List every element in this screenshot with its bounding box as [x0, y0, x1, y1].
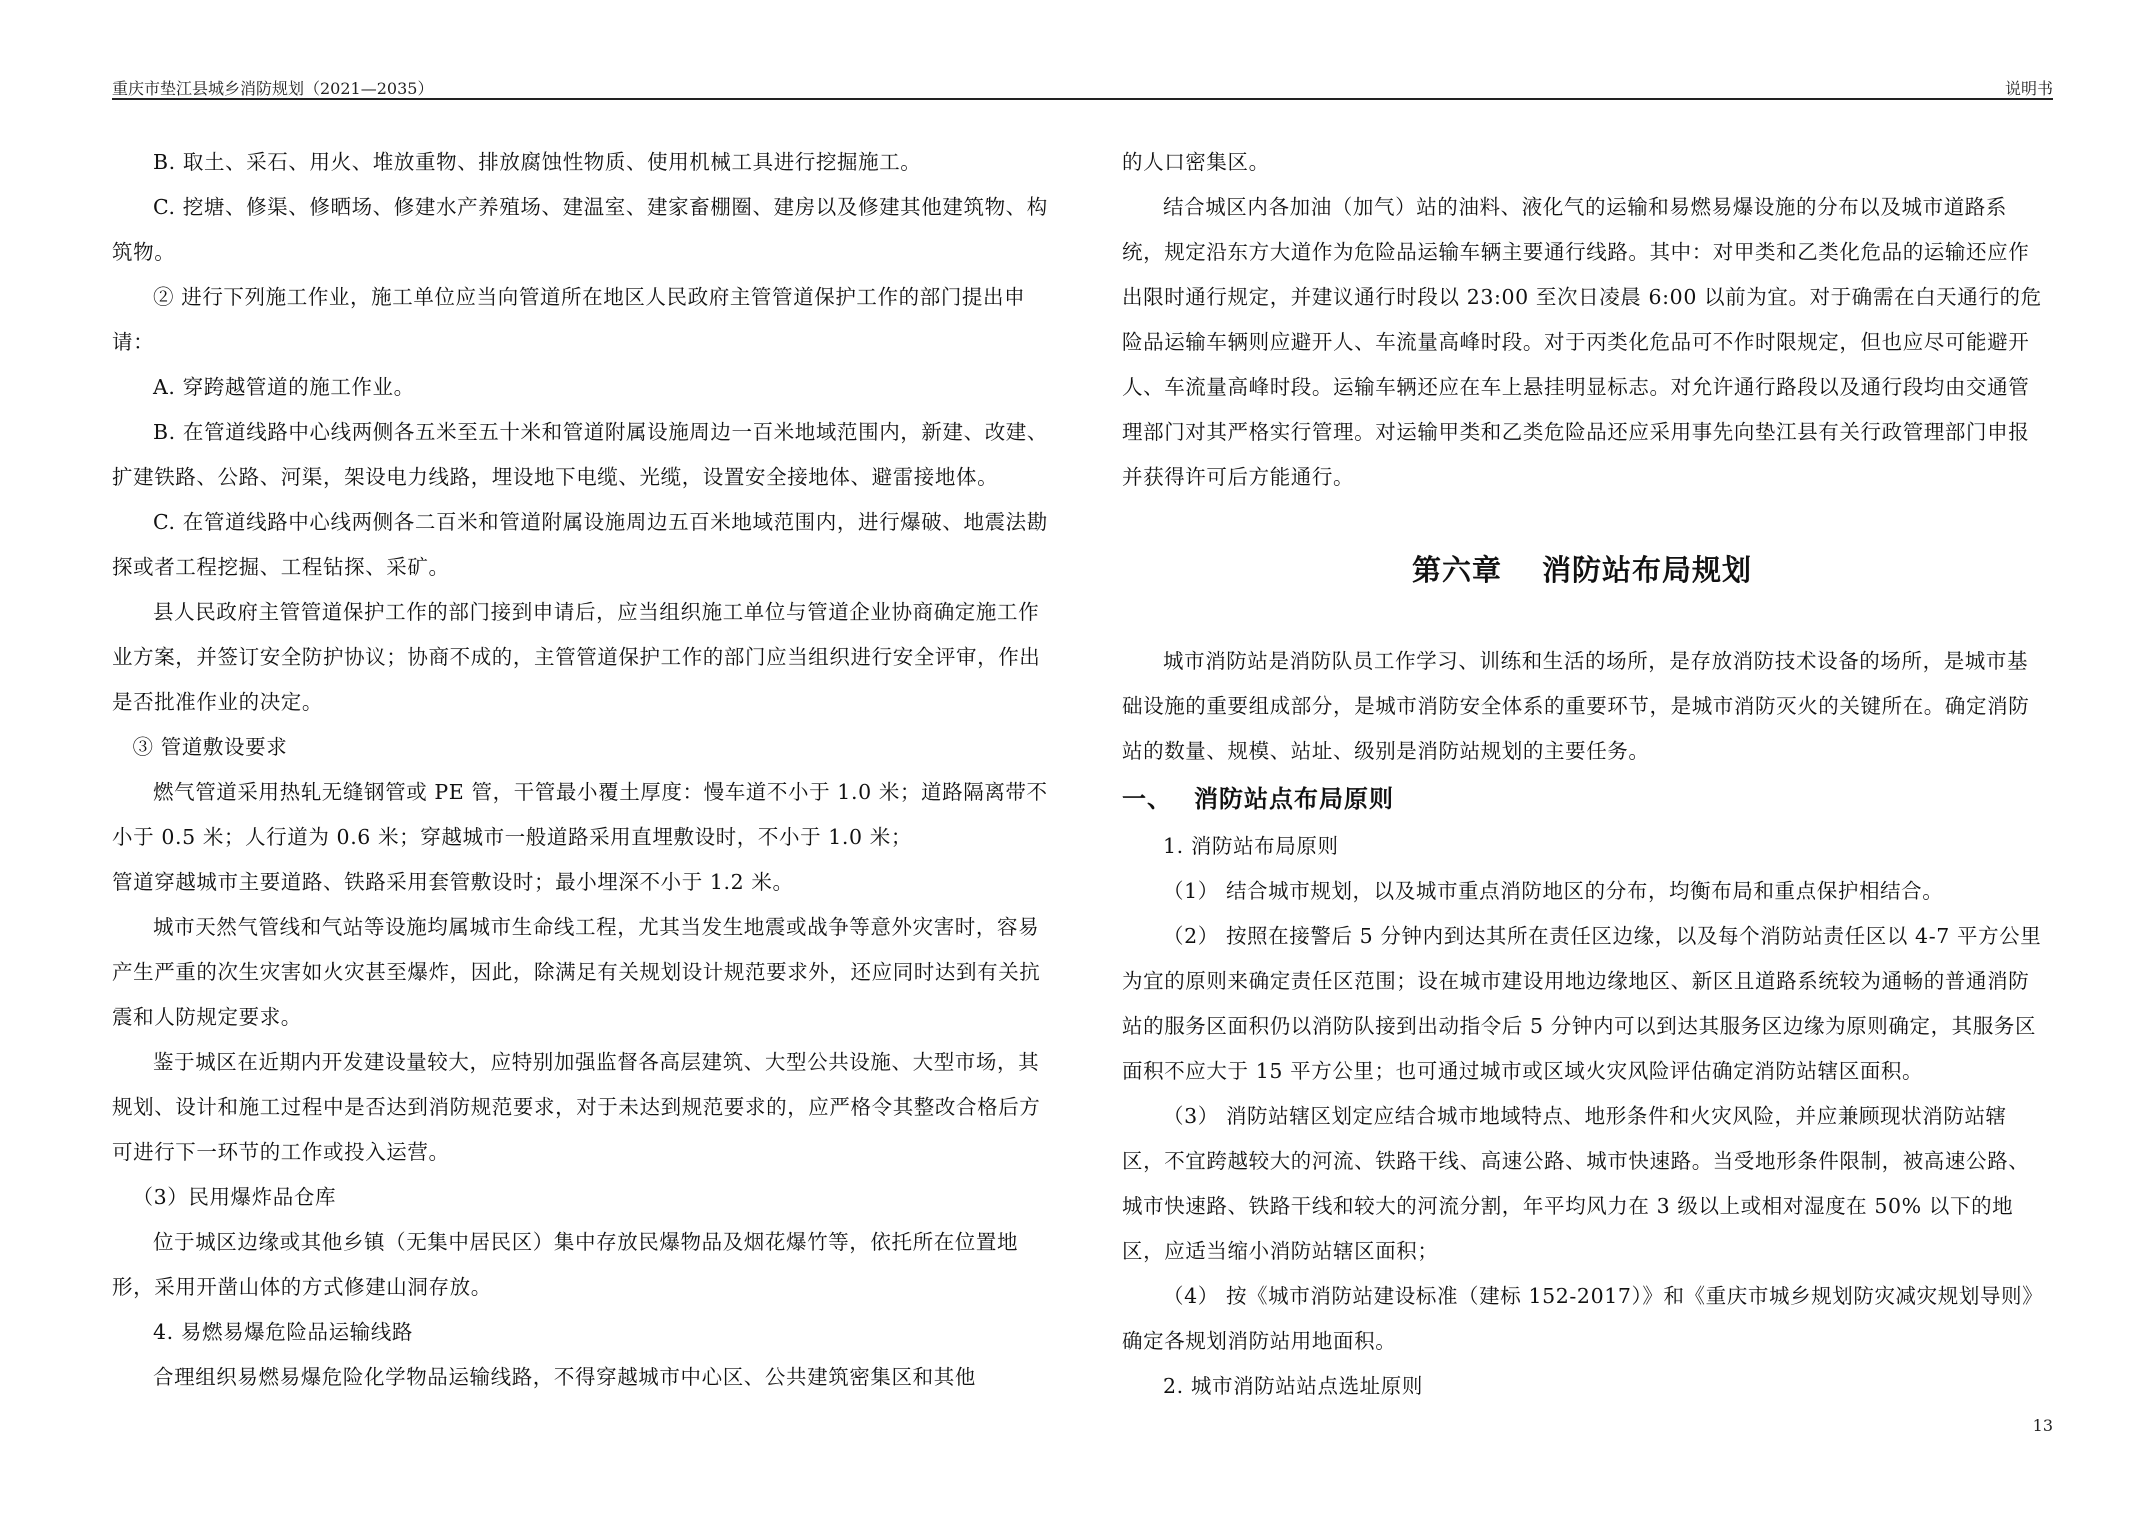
- paragraph: 位于城区边缘或其他乡镇（无集中居民区）集中存放民爆物品及烟花爆竹等，依托所在位置地形，采用开凿山体的方式修建山洞存放。: [112, 1230, 1019, 1299]
- paragraph: 结合城区内各加油（加气）站的油料、液化气的运输和易燃易爆设施的分布以及城市道路系统，规定沿东方大道作为危险品运输车辆主要通行线路。其中：对甲类和乙类化危品的运输还应作出限时通行规定，并建议通行时段以 23:00 至次日凌晨 6:00 以前为宜。对于确需在白天通行的危险品运输车辆则应避开人、车流量高峰时段。对于丙类化危品可不作时限规定，但也应尽可能避开人、车流量高峰时段。运输车辆还应在车上悬挂明显标志。对允许通行路段以及通行段均由交通管理部门对其严格实行管理。对运输甲类和乙类危险品还应采用事先向垫江县有关行政管理部门申报并获得许可后方能通行。: [1122, 195, 2042, 489]
- paragraph: B. 取土、采石、用火、堆放重物、排放腐蚀性物质、使用机械工具进行挖掘施工。: [153, 150, 922, 174]
- page-number: 13: [2032, 1416, 2053, 1435]
- section-number: 一、: [1122, 784, 1172, 813]
- paragraph: 的人口密集区。: [1122, 150, 1270, 174]
- paragraph: 燃气管道采用热轧无缝钢管或 PE 管，干管最小覆土厚度：慢车道不小于 1.0 米；道路隔离带不小于 0.5 米；人行道为 0.6 米；穿越城市一般道路采用直埋敷设时，不小于 1.0 米；: [112, 780, 1048, 849]
- right-column: [1122, 140, 2042, 1409]
- subheading: 1. 消防站布局原则: [1163, 834, 1339, 858]
- paragraph: （2） 按照在接警后 5 分钟内到达其所在责任区边缘，以及每个消防站责任区以 4-7 平方公里为宜的原则来确定责任区范围；设在城市建设用地边缘地区、新区且道路系统较为通畅的普通消防站的服务区面积仍以消防队接到出动指令后 5 分钟内可以到达其服务区边缘为原则确定，其服务区面积不应大于 15 平方公里；也可通过城市或区域火灾风险评估确定消防站辖区面积。: [1122, 924, 2042, 1083]
- subheading: 4. 易燃易爆危险品运输线路: [153, 1320, 413, 1344]
- paragraph: 城市消防站是消防队员工作学习、训练和生活的场所，是存放消防技术设备的场所，是城市基础设施的重要组成部分，是城市消防安全体系的重要环节，是城市消防灭火的关键所在。确定消防站的数量、规模、站址、级别是消防站规划的主要任务。: [1122, 649, 2030, 763]
- paragraph: 县人民政府主管管道保护工作的部门接到申请后，应当组织施工单位与管道企业协商确定施工作业方案，并签订安全防护协议；协商不成的，主管管道保护工作的部门应当组织进行安全评审，作出是否批准作业的决定。: [112, 600, 1041, 714]
- paragraph: 管道穿越城市主要道路、铁路采用套管敷设时；最小埋深不小于 1.2 米。: [112, 870, 794, 894]
- paragraph: C. 在管道线路中心线两侧各二百米和管道附属设施周边五百米地域范围内，进行爆破、地震法勘探或者工程挖掘、工程钻探、采矿。: [112, 510, 1048, 579]
- paragraph: 城市天然气管线和气站等设施均属城市生命线工程，尤其当发生地震或战争等意外灾害时，容易产生严重的次生灾害如火灾甚至爆炸，因此，除满足有关规划设计规范要求外，还应同时达到有关抗震和人防规定要求。: [112, 915, 1041, 1029]
- subheading: （3）民用爆炸品仓库: [132, 1185, 337, 1209]
- chapter-number: 第六章: [1411, 553, 1502, 587]
- section-title: 消防站点布局原则: [1194, 784, 1394, 813]
- paragraph: 鉴于城区在近期内开发建设量较大，应特别加强监督各高层建筑、大型公共设施、大型市场，其规划、设计和施工过程中是否达到消防规范要求，对于未达到规范要求的，应严格令其整改合格后方可进行下一环节的工作或投入运营。: [112, 1050, 1041, 1164]
- paragraph: A. 穿跨越管道的施工作业。: [153, 375, 415, 399]
- left-column: [112, 140, 1048, 1400]
- paragraph: ② 进行下列施工作业，施工单位应当向管道所在地区人民政府主管管道保护工作的部门提出申请：: [112, 285, 1026, 354]
- paragraph: （3） 消防站辖区划定应结合城市地域特点、地形条件和火灾风险，并应兼顾现状消防站辖区，不宜跨越较大的河流、铁路干线、高速公路、城市快速路。当受地形条件限制，被高速公路、城市快速路、铁路干线和较大的河流分割，年平均风力在 3 级以上或相对湿度在 50% 以下的地区，应适当缩小消防站辖区面积；: [1122, 1104, 2030, 1263]
- paragraph: （1） 结合城市规划，以及城市重点消防地区的分布，均衡布局和重点保护相结合。: [1163, 879, 1944, 903]
- document-title: 重庆市垫江县城乡消防规划（2021—2035）: [112, 79, 434, 98]
- paragraph: 合理组织易燃易爆危险化学物品运输线路，不得穿越城市中心区、公共建筑密集区和其他: [153, 1365, 976, 1389]
- subheading: ③ 管道敷设要求: [132, 735, 288, 759]
- subheading: 2. 城市消防站站点选址原则: [1163, 1374, 1423, 1398]
- paragraph: C. 挖塘、修渠、修晒场、修建水产养殖场、建温室、建家畜棚圈、建房以及修建其他建筑物、构筑物。: [112, 195, 1048, 264]
- chapter-heading: [1122, 548, 2042, 593]
- page-header: [112, 72, 2053, 100]
- document-type: 说明书: [2004, 79, 2053, 98]
- section-heading: [1122, 774, 2042, 824]
- paragraph: B. 在管道线路中心线两侧各五米至五十米和管道附属设施周边一百米地域范围内，新建、改建、扩建铁路、公路、河渠，架设电力线路，埋设地下电缆、光缆，设置安全接地体、避雷接地体。: [112, 420, 1048, 489]
- paragraph: （4） 按《城市消防站建设标准（建标 152-2017）》和《重庆市城乡规划防灾减灾规划导则》确定各规划消防站用地面积。: [1122, 1284, 2033, 1353]
- chapter-title: 消防站布局规划: [1542, 553, 1753, 587]
